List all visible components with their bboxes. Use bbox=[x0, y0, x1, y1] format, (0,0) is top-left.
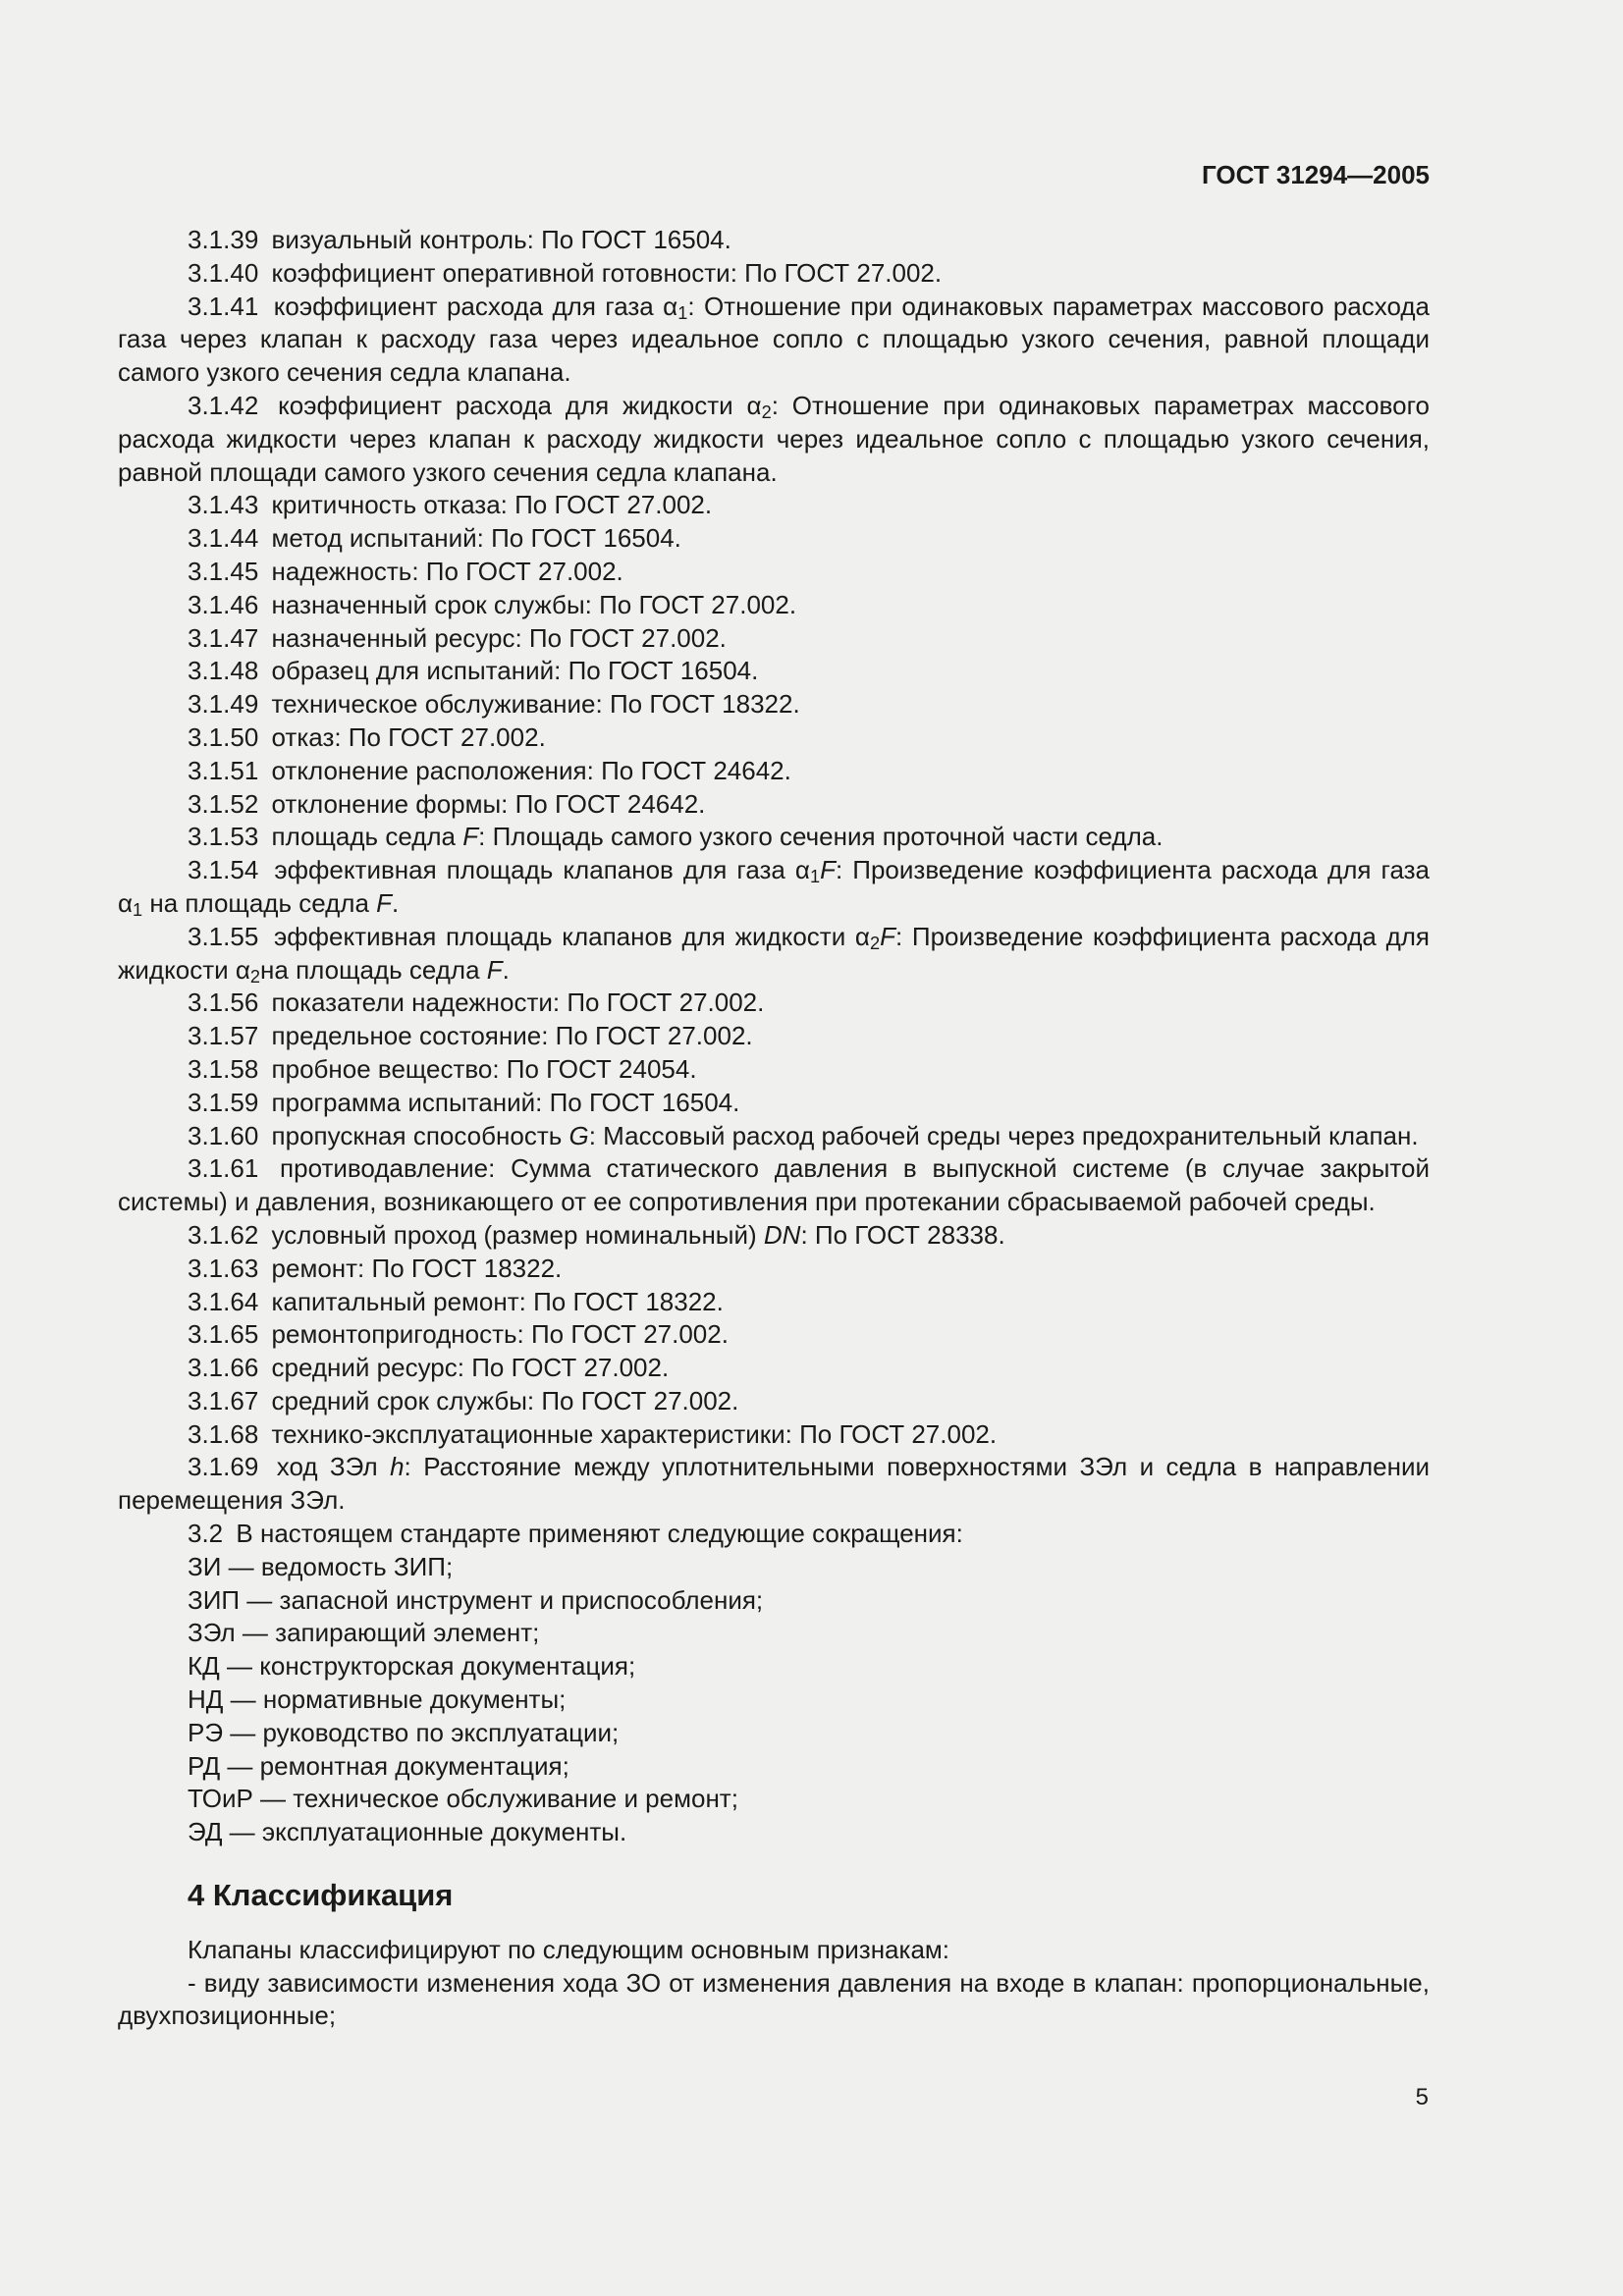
clause-text: метод испытаний: По ГОСТ 16504. bbox=[271, 523, 681, 554]
clause-3-1-60 bbox=[118, 1120, 1430, 1153]
clause-text: показатели надежности: По ГОСТ 27.002. bbox=[271, 988, 765, 1018]
subscript: 1 bbox=[809, 867, 821, 887]
clause-number: 3.1.42 bbox=[188, 390, 259, 420]
section-4-intro: Клапаны классифицируют по следующим основным признакам: bbox=[188, 1934, 950, 1964]
clause-text: коэффициент оперативной готовности: По ГОСТ 27.002. bbox=[271, 257, 943, 288]
subscript: 1 bbox=[133, 899, 143, 920]
clause-text: ремонтопригодность: По ГОСТ 27.002. bbox=[271, 1319, 729, 1350]
clause-number: 3.1.66 bbox=[188, 1353, 259, 1383]
clause-number: 3.1.49 bbox=[188, 689, 259, 720]
clause-text: В настоящем стандарте применяют следующие сокращения: bbox=[236, 1519, 963, 1549]
abbreviation-item: РЭ — руководство по эксплуатации; bbox=[188, 1717, 620, 1747]
clause-number: 3.1.40 bbox=[188, 257, 259, 288]
clause-text-rest: : Расстояние между уплотнительными поверхностями ЗЭл и седла в направлении перемещения ЗЭл. bbox=[118, 1452, 1430, 1516]
clause-text-rest: : Массовый расход рабочей среды через предохранительный клапан. bbox=[588, 1120, 1419, 1150]
clause-text-end: на площадь седла bbox=[260, 954, 487, 985]
clause-number: 3.1.68 bbox=[188, 1418, 259, 1449]
clause-number: 3.1.41 bbox=[188, 291, 259, 321]
clause-3-1-69 bbox=[118, 1451, 1430, 1518]
clause-text: противодавление: Сумма статического давления в выпускной системе (в случае закрытой системы) и давления, возникающего от ее сопротивления при протекании сбрасываемой рабочей среды. bbox=[118, 1153, 1430, 1217]
subscript: 2 bbox=[761, 401, 772, 422]
clause-text: надежность: По ГОСТ 27.002. bbox=[271, 556, 623, 586]
clause-number: 3.1.39 bbox=[188, 225, 259, 254]
clause-number: 3.1.69 bbox=[188, 1452, 259, 1482]
clause-3-1-55 bbox=[118, 921, 1430, 988]
clause-3-1-62 bbox=[118, 1219, 1430, 1253]
clause-3-2 bbox=[118, 1518, 1430, 1551]
clause-number: 3.1.65 bbox=[188, 1319, 259, 1350]
section-4-heading: 4 Классификация bbox=[188, 1878, 454, 1913]
clause-text: средний ресурс: По ГОСТ 27.002. bbox=[271, 1353, 670, 1383]
clause-text: коэффициент расхода для газа α bbox=[273, 291, 678, 321]
clause-number: 3.1.60 bbox=[188, 1120, 259, 1150]
clause-3-1-65 bbox=[118, 1318, 1430, 1352]
clause-3-1-57 bbox=[118, 1020, 1430, 1053]
clause-text-dot: . bbox=[502, 954, 510, 985]
document-body bbox=[118, 224, 1430, 2033]
clause-3-1-66 bbox=[118, 1352, 1430, 1385]
clause-number: 3.1.61 bbox=[188, 1153, 259, 1184]
variable: h bbox=[390, 1452, 405, 1482]
clause-text: программа испытаний: По ГОСТ 16504. bbox=[271, 1087, 740, 1117]
clause-text: предельное состояние: По ГОСТ 27.002. bbox=[271, 1021, 753, 1051]
clause-3-1-52 bbox=[118, 788, 1430, 822]
clause-3-1-56 bbox=[118, 987, 1430, 1020]
clause-3-1-64 bbox=[118, 1286, 1430, 1319]
page-number: 5 bbox=[1415, 2084, 1429, 2110]
clause-3-1-51 bbox=[118, 755, 1430, 788]
clause-3-1-67 bbox=[118, 1385, 1430, 1418]
clause-number: 3.1.50 bbox=[188, 721, 259, 752]
clause-3-1-41 bbox=[118, 291, 1430, 390]
clause-text: коэффициент расхода для жидкости α bbox=[278, 390, 762, 420]
clause-text-end: на площадь седла bbox=[142, 887, 377, 918]
clause-3-1-63 bbox=[118, 1253, 1430, 1286]
clause-number: 3.1.52 bbox=[188, 788, 259, 819]
clause-text: отклонение расположения: По ГОСТ 24642. bbox=[271, 755, 791, 785]
clause-text: средний срок службы: По ГОСТ 27.002. bbox=[271, 1385, 739, 1415]
clause-text-mid: : Произведение коэффициента расхода для жидкости α bbox=[118, 921, 1430, 985]
variable: F bbox=[376, 887, 393, 918]
clause-3-1-40 bbox=[118, 257, 1430, 291]
clause-number: 3.1.59 bbox=[188, 1087, 259, 1117]
clause-number: 3.1.67 bbox=[188, 1385, 259, 1415]
clause-number: 3.1.54 bbox=[188, 855, 259, 885]
clause-text: отклонение формы: По ГОСТ 24642. bbox=[271, 788, 706, 819]
clause-number: 3.1.43 bbox=[188, 490, 259, 520]
clause-text-rest: : По ГОСТ 28338. bbox=[800, 1219, 1005, 1250]
clause-number: 3.1.46 bbox=[188, 589, 259, 619]
clause-3-1-59 bbox=[118, 1087, 1430, 1120]
clause-3-1-48 bbox=[118, 655, 1430, 688]
clause-text-rest: : Отношение при одинаковых параметрах массового расхода жидкости через клапан к расходу жидкости через идеальное сопло с площадью узкого сечения, равной площади самого узкого сечения седла клапана. bbox=[118, 390, 1430, 487]
abbreviation-item: НД — нормативные документы; bbox=[188, 1684, 567, 1715]
abbreviation-item: РД — ремонтная документация; bbox=[188, 1750, 569, 1781]
clause-number: 3.1.48 bbox=[188, 656, 259, 686]
clause-text: техническое обслуживание: По ГОСТ 18322. bbox=[271, 689, 800, 720]
clause-3-1-42 bbox=[118, 390, 1430, 489]
variable: F bbox=[880, 921, 895, 951]
abbreviation-item: ТОиР — техническое обслуживание и ремонт; bbox=[188, 1784, 738, 1814]
section-4-item: - виду зависимости изменения хода ЗО от изменения давления на входе в клапан: пропорциональные, двухпозиционные; bbox=[118, 1967, 1430, 2031]
clause-text: условный проход (размер номинальный) bbox=[271, 1219, 764, 1250]
clause-number: 3.1.51 bbox=[188, 755, 259, 785]
clause-3-1-44 bbox=[118, 522, 1430, 556]
clause-number: 3.2 bbox=[188, 1519, 224, 1549]
variable: G bbox=[568, 1120, 589, 1150]
clause-3-1-49 bbox=[118, 688, 1430, 721]
clause-number: 3.1.56 bbox=[188, 988, 259, 1018]
clause-text-rest: : Площадь самого узкого сечения проточной части седла. bbox=[478, 822, 1163, 852]
abbreviation-item: ЗИП — запасной инструмент и приспособления; bbox=[188, 1584, 764, 1615]
clause-text: назначенный срок службы: По ГОСТ 27.002. bbox=[271, 589, 797, 619]
clause-text: капитальный ремонт: По ГОСТ 18322. bbox=[271, 1286, 724, 1316]
abbreviation-item: ЗИ — ведомость ЗИП; bbox=[188, 1551, 454, 1581]
subscript: 2 bbox=[869, 933, 881, 953]
subscript: 2 bbox=[249, 966, 261, 987]
abbreviation-item: ЭД — эксплуатационные документы. bbox=[188, 1817, 627, 1847]
abbreviation-item: ЗЭл — запирающий элемент; bbox=[188, 1618, 540, 1648]
clause-number: 3.1.44 bbox=[188, 523, 259, 554]
clause-text: эффективная площадь клапанов для газа α bbox=[274, 855, 810, 885]
clause-text-rest: : Отношение при одинаковых параметрах массового расхода газа через клапан к расходу газа через идеальное сопло с площадью узкого сечения, равной площади самого узкого сечения седла клапана. bbox=[118, 291, 1430, 388]
abbreviation-item: КД — конструкторская документация; bbox=[188, 1651, 636, 1682]
clause-text: критичность отказа: По ГОСТ 27.002. bbox=[271, 490, 713, 520]
clause-number: 3.1.63 bbox=[188, 1253, 259, 1283]
clause-text-dot: . bbox=[392, 887, 400, 918]
clause-3-1-46 bbox=[118, 589, 1430, 622]
clause-3-1-68 bbox=[118, 1418, 1430, 1452]
clause-text: эффективная площадь клапанов для жидкости α bbox=[274, 921, 870, 951]
clause-text: визуальный контроль: По ГОСТ 16504. bbox=[271, 225, 731, 254]
clause-number: 3.1.64 bbox=[188, 1286, 259, 1316]
clause-3-1-54 bbox=[118, 854, 1430, 921]
clause-text: технико-эксплуатационные характеристики: По ГОСТ 27.002. bbox=[271, 1418, 998, 1449]
subscript: 1 bbox=[677, 302, 688, 323]
document-header: ГОСТ 31294—2005 bbox=[1202, 160, 1430, 189]
clause-text: пробное вещество: По ГОСТ 24054. bbox=[271, 1053, 697, 1084]
variable: F bbox=[486, 954, 503, 985]
clause-text: площадь седла bbox=[271, 822, 463, 852]
clause-3-1-43 bbox=[118, 489, 1430, 522]
clause-number: 3.1.45 bbox=[188, 556, 259, 586]
clause-number: 3.1.53 bbox=[188, 822, 259, 852]
clause-text: образец для испытаний: По ГОСТ 16504. bbox=[271, 656, 759, 686]
variable: DN bbox=[763, 1219, 801, 1250]
clause-number: 3.1.58 bbox=[188, 1053, 259, 1084]
variable: F bbox=[820, 855, 836, 885]
variable: F bbox=[462, 822, 479, 852]
clause-text: отказ: По ГОСТ 27.002. bbox=[271, 721, 546, 752]
clause-number: 3.1.47 bbox=[188, 622, 259, 653]
clause-3-1-50 bbox=[118, 721, 1430, 755]
clause-3-1-39 bbox=[118, 224, 1430, 257]
clause-3-1-47 bbox=[118, 622, 1430, 656]
clause-3-1-58 bbox=[118, 1053, 1430, 1087]
clause-text: пропускная способность bbox=[271, 1120, 569, 1150]
clause-text: назначенный ресурс: По ГОСТ 27.002. bbox=[271, 622, 727, 653]
clause-number: 3.1.57 bbox=[188, 1021, 259, 1051]
clause-text: ход ЗЭл bbox=[276, 1452, 391, 1482]
clause-3-1-45 bbox=[118, 556, 1430, 589]
clause-3-1-53 bbox=[118, 821, 1430, 854]
clause-text: ремонт: По ГОСТ 18322. bbox=[271, 1253, 563, 1283]
clause-3-1-61 bbox=[118, 1152, 1430, 1219]
clause-number: 3.1.62 bbox=[188, 1219, 259, 1250]
clause-number: 3.1.55 bbox=[188, 921, 259, 951]
clause-text-mid: : Произведение коэффициента расхода для газа α bbox=[118, 855, 1430, 918]
